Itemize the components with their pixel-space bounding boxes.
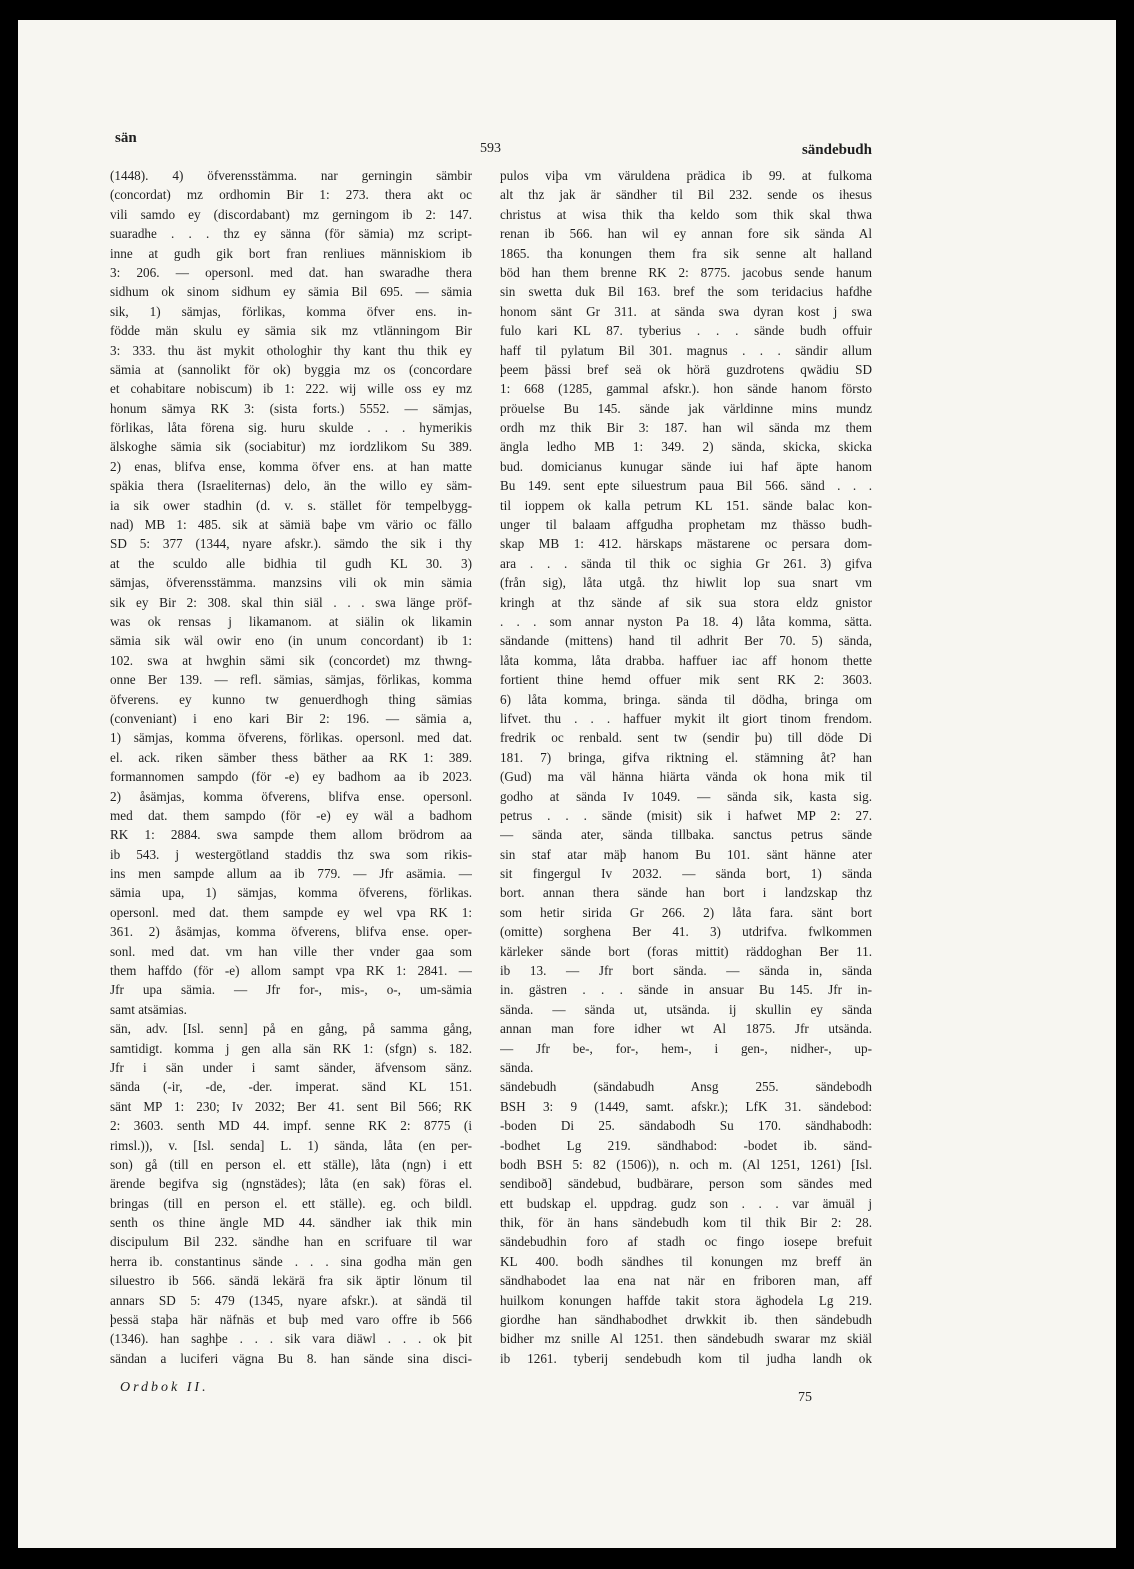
text-line: Bu 149. sent epte siluestrum paua Bil 566. sänd . . . [500,478,872,494]
text-line: sändande (mittens) hand til adhrit Ber 70. 5) sända, [500,633,872,649]
text-line: sända. [500,1059,534,1075]
text-line: suaradhe . . . thz ey sänna (för sämia) mz script- [110,226,472,242]
text-line: 6) låta komma, bringa. sända til dödha, bringa om [500,691,872,707]
text-line: sämia sik wäl owir eno (in unum concordant) ib 1: [110,633,472,649]
text-line: pröuelse Bu 145. sände jak världinne mins mundz [500,400,872,416]
text-line: SD 5: 377 (1344, nyare afskr.). sämdo the sik i thy [110,536,472,552]
text-line: späkia thera (Israeliternas) delo, än the willo ey säm- [110,478,472,494]
text-line: 3: 333. thu äst mykit othologhir thy kant thu thik ey [110,342,472,358]
text-line: — sända ater, sända tillbaka. sanctus petrus sände [500,827,872,843]
text-line: KL 400. bodh sändhes til konungen mz breff än [500,1253,872,1269]
text-line: sik ey Bir 2: 308. skal thin siäl . . . swa länge pröf- [110,594,472,610]
text-line: formannomen sampdo (för -e) ey badhom aa ib 2023. [110,769,472,785]
text-line: (1448). 4) öfverensstämma. nar gerningin sämbir [110,168,472,183]
text-line: honom sänt Gr 311. at sända swa dyran kost j swa [500,303,872,319]
text-line: pulos viþa vm väruldena prädica ib 99. at fulkoma [500,168,872,183]
text-line: sin staf atar mäþ hanom Bu 101. sänt hänne ater [500,846,872,862]
text-line: thik, för än hans sändebudh kom til thik Bir 2: 28. [500,1215,872,1231]
text-line: el. ack. riken sämber thess bäther aa RK 1: 389. [110,749,472,765]
text-line: 1865. tha konungen them fra sik senne alt halland [500,245,872,261]
text-line: samt atsämias. [110,1001,187,1017]
right-column [500,166,872,1368]
text-line: siluestro ib 566. sändä lekärä fra sik äptir lönum til [110,1273,472,1289]
text-line: kringh at thz sände af sik sua stora eldz gnistor [500,594,872,610]
text-line: 2) enas, blifva ense, komma öfver ens. at han matte [110,458,472,474]
text-line: — Jfr be-, for-, hem-, i gen-, nidher-, up- [500,1040,872,1056]
text-line: senth os thine ängle MD 44. sändher iak thik min [110,1215,472,1231]
text-line: sända (-ir, -de, -der. imperat. sänd KL 151. [110,1079,472,1095]
text-line: bort. annan thera sände han bort i landzskap thz [500,885,872,901]
text-line: sändebudh (sändabudh Ansg 255. sändebodh [500,1079,872,1095]
text-line: sit fingergul Iv 2032. — sända bort, 1) sända [500,866,872,882]
text-line: þeem þässi bref seä ok hörä guzdrotens qwädiu SD [500,361,872,377]
text-line: böd han them brenne RK 2: 8775. jacobus sende hanum [500,264,872,280]
text-line: opersonl. med dat. them sampde ey wel vpa RK 1: [110,904,472,920]
text-line: annars SD 5: 479 (1345, nyare afskr.). at sändä til [110,1292,472,1308]
text-line: þessä staþa här näfnäs et buþ med varo offre ib 566 [110,1312,472,1328]
text-line: (från sig), låta utgå. thz hiwlit lop sua snart vm [500,575,872,591]
text-line: discipulum Bil 232. sändhe han en scrifuare til war [110,1234,472,1250]
text-line: 361. 2) åsämjas, komma öfverens, blifva ense. oper- [110,924,472,940]
text-line: renan ib 566. han wil ey annan fore sik sända Al [500,226,872,242]
text-line: christus at wisa thik tha keldo som thik skal thwa [500,206,872,222]
text-line: skap MB 1: 412. härskaps mästarene oc persara dom- [500,536,872,552]
text-line: bringas (till en person el. ett ställe). eg. och bildl. [110,1195,472,1211]
text-line: BSH 3: 9 (1449, samt. afskr.); LfK 31. sändebod: [500,1098,872,1114]
text-line: sändan a luciferi vägna Bu 8. han sände sina disci- [110,1350,472,1366]
text-line: fulo kari KL 87. tyberius . . . sände budh offuir [500,323,872,339]
text-line: at the sculdo alle bidhia til gudh KL 30. 3) [110,555,472,571]
text-line: haff til pylatum Bil 301. magnus . . . sändir allum [500,342,872,358]
text-line: samtidigt. komma j gen alla sän RK 1: (sfgn) s. 182. [110,1040,472,1056]
text-line: petrus . . . sände (misit) sik i hafwet MP 2: 27. [500,807,872,823]
text-line: 2: 3603. senth MD 44. impf. senne RK 2: 8775 (i [110,1118,472,1134]
text-line: lifvet. thu . . . haffuer mykit ilt giort tinom frendom. [500,710,872,726]
text-line: sämia at (sannolikt för ok) byggia mz os (concordare [110,361,472,377]
text-line: (omitte) sorghena Ber 41. 3) utdrifva. fwlkommen [500,924,872,940]
text-line: bud. domicianus kunugar sände iui haf äpte hanom [500,458,872,474]
text-line: 1: 668 (1285, gammal afskr.). hon sände hanom försto [500,381,872,397]
text-line: 102. swa at hwghin sämi sik (concordet) mz thwng- [110,652,472,668]
text-line: 3: 206. — opersonl. med dat. han swaradhe thera [110,264,472,280]
text-line: fortient thine hemd offuer mik sent RK 2: 3603. [500,672,872,688]
text-line: ins men sampde allum aa ib 779. — Jfr asämia. — [110,866,472,882]
text-line: was ok rensas j likamanom. at siälin ok likamin [110,613,472,629]
text-line: fredrik oc renbald. sent tw (sendir þu) till döde Di [500,730,872,746]
text-line: in. gästren . . . sände in ansuar Bu 145. Jfr in- [500,982,872,998]
text-line: sämia upa, 1) sämjas, komma öfverens, förlikas. [110,885,472,901]
text-line: nad) MB 1: 485. sik at sämiä baþe vm värio oc fällo [110,517,472,533]
header-guide-word-right: sändebudh [801,142,872,158]
text-line: sända. — sända ut, utsända. ij skullin ey sända [500,1001,872,1017]
text-line: et cohabitare nobiscum) ib 1: 222. wij wille oss ey mz [110,381,472,397]
text-line: kärleker sände bort (foras mittit) räddoghan Ber 11. [500,943,872,959]
header-guide-word-left: sän [115,130,137,146]
text-line: ängla ledho MB 1: 349. 2) sända, skicka, skicka [500,439,872,455]
text-line: sän, adv. [Isl. senn] på en gång, på samma gång, [110,1021,472,1037]
text-line: onne Ber 139. — refl. sämias, sämjas, förlikas, komma [110,672,472,688]
dictionary-page [18,20,1116,1548]
text-line: 2) åsämjas, komma öfverens, blifva ense. opersonl. [110,788,472,804]
text-line: låta komma, låta drabba. haffuer iac aff honom thette [500,652,872,668]
text-line: til ioppem ok kalla petrum KL 151. sände balac kon- [500,497,872,513]
text-line: förlikas, låta förena sig. huru skulde . . . hymerikis [110,420,472,436]
text-line: -bodhet Lg 219. sändhabod: -bodet ib. sänd- [500,1137,872,1153]
text-line: sämjas, öfverensstämma. manzsins vili ok min sämia [110,575,472,591]
text-line: sänt MP 1: 230; Iv 2032; Ber 41. sent Bil 566; RK [110,1098,472,1114]
text-line: rimsl.)), v. [Isl. senda] L. 1) sända, låta (en per- [110,1137,472,1153]
text-line: ib 13. — Jfr bort sända. — sända in, sända [500,963,872,979]
text-line: som hetir sirida Gr 266. 2) låta fara. sänt bort [500,904,872,920]
text-line: 1) sämjas, komma öfverens, förlikas. opersonl. med dat. [110,730,472,746]
printer-signature: Ordbok II. [120,1380,209,1395]
text-line: giordhe han sändhabodhet drwkkit ib. then sändebudh [500,1312,872,1328]
text-line: herra ib. constantinus sände . . . sina godha män gen [110,1253,472,1269]
text-line: RK 1: 2884. swa sampde them allom brödrom aa [110,827,472,843]
page-number: 593 [480,141,501,156]
text-line: Jfr upa sämia. — Jfr for-, mis-, o-, um-sämia [110,982,472,998]
text-line: annan man fore idher wt Al 1875. Jfr utsända. [500,1021,872,1037]
text-line: ett budskap el. uppdrag. gudz son . . . var ämuäl j [500,1195,872,1211]
text-line: sidhum ok sinom sidhum ey sämia Bil 695. — sämia [110,284,472,300]
text-line: bidher mz snille Al 1251. then sändebudh swarar mz skiäl [500,1331,872,1347]
text-line: alt thz jak är sändher til Bil 232. sende os ihesus [500,187,872,203]
text-line: 181. 7) bringa, gifva riktning el. stämning åt? han [500,749,872,765]
text-line: Jfr i sän under i samt sänder, äfvensom sänz. [110,1059,472,1075]
text-line: ärende begifva sig (ngnstädes); låta (en sak) föras el. [110,1176,472,1192]
left-column [110,166,472,1368]
sheet-number: 75 [798,1390,812,1405]
text-line: . . . som annar nyston Pa 18. 4) låta komma, sätta. [500,613,872,629]
text-line: ia sik ower stadhin (d. v. s. stället för tempelbygg- [110,497,472,513]
text-line: ordh mz thik Bir 3: 187. han wil sända mz them [500,420,872,436]
text-line: sonl. med dat. vm han ville ther vnder gaa som [110,943,472,959]
text-line: -boden Di 25. sändabodh Su 170. sändhabodh: [500,1118,872,1134]
text-line: älskoghe sämia sik (sociabitur) mz iordzlikom Su 389. [110,439,472,455]
text-line: (Gud) ma väl hänna hiärta vända ok hona mik til [500,769,872,785]
text-line: ib 543. j westergötland staddis thz swa som rikis- [110,846,472,862]
text-line: (conveniant) i eno kari Bir 2: 196. — sämia a, [110,710,472,726]
text-line: med dat. them sampdo (för -e) ey wäl a badhom [110,807,472,823]
text-line: ara . . . sända til thik oc sighia Gr 261. 3) gifva [500,555,872,571]
text-line: son) gå (till en person el. ett ställe), låta (ngn) i ett [110,1156,472,1172]
text-line: unger til balaam affgudha prophetam mz thässo budh- [500,517,872,533]
text-line: (concordat) mz ordhomin Bir 1: 273. thera akt oc [110,187,472,203]
text-line: sin swetta duk Bil 163. bref the som teridacius hafdhe [500,284,872,300]
text-line: vili samdo ey (discordabant) mz gerningom ib 2: 147. [110,206,472,222]
text-line: sändebudhin foro af stadh oc fingo iosepe brefuit [500,1234,872,1250]
text-line: sändhabodet laa ena nat när en friboren man, aff [500,1273,872,1289]
text-line: sendiboð] sändebud, budbärare, person som sändes med [500,1176,872,1192]
text-line: inne at gudh gik bort fran renliues människiom ib [110,245,472,261]
text-line: öfverens. ey kunno tw genuerdhogh thing sämias [110,691,472,707]
text-line: födde män skulu ey sämia sik mz vtlänningom Bir [110,323,472,339]
text-line: ib 1261. tyberij sendebudh kom til judha landh ok [500,1350,872,1366]
text-line: huilkom konungen haffde takit stora äghodela Lg 219. [500,1292,872,1308]
text-line: (1346). han saghþe . . . sik vara diäwl . . . ok þit [110,1331,472,1347]
text-line: godho at sända Iv 1049. — sända sik, kasta sig. [500,788,872,804]
text-line: honum sämya RK 3: (sista forts.) 5552. — sämjas, [110,400,472,416]
text-line: bodh BSH 5: 82 (1506)), n. och m. (Al 1251, 1261) [Isl. [500,1156,872,1172]
text-line: them haffdo (för -e) allom sampt vpa RK 1: 2841. — [110,963,472,979]
text-line: sik, 1) sämjas, förlikas, komma öfver ens. in- [110,303,472,319]
